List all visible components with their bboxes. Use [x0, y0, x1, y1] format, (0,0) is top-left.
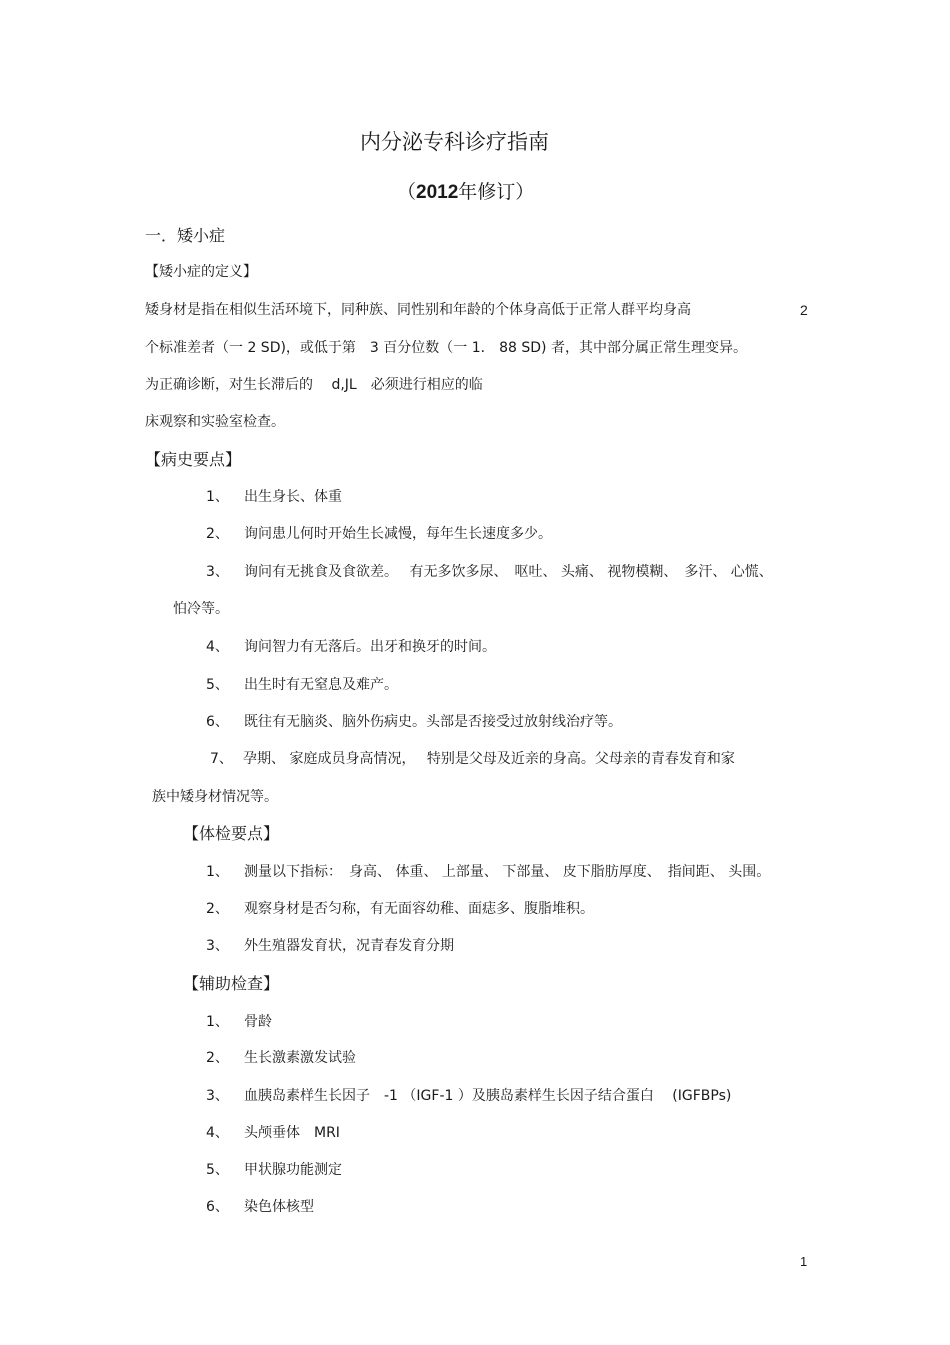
item-text: 询问有无挑食及食欲差。 有无多饮多尿、 呕吐、 头痛、 视物模糊、 多汗、 心慌、 [244, 564, 773, 580]
item-text: 出生身长、体重 [244, 489, 342, 505]
subtitle-open: （ [397, 181, 417, 203]
item-number: 6、 [206, 714, 229, 730]
definition-line-2: 个标准差者（一 2 SD)，或低于第 3 百分位数（一 1． 88 SD) 者，其中部分属正常生理变异。 [145, 340, 747, 356]
definition-line-4: 床观察和实验室检查。 [145, 414, 285, 430]
item-number: 4、 [206, 1125, 229, 1141]
definition-heading: 【矮小症的定义】 [145, 264, 257, 280]
item-text: 测量以下指标： 身高、 体重、 上部量、 下部量、 皮下脂肪厚度、 指间距、 头围。 [244, 864, 771, 880]
item-text: 既往有无脑炎、脑外伤病史。头部是否接受过放射线治疗等。 [244, 714, 622, 730]
item-number: 3、 [206, 564, 229, 580]
item-text: 头颅垂体 MRI [244, 1125, 340, 1141]
history-heading: 【病史要点】 [145, 450, 242, 469]
item-number: 2、 [206, 1050, 229, 1066]
item-number: 3、 [206, 938, 229, 954]
section-heading: 一．矮小症 [145, 226, 226, 245]
item-number: 3、 [206, 1088, 229, 1104]
item-number: 5、 [206, 1162, 229, 1178]
exam-heading: 【体检要点】 [183, 824, 280, 843]
item-text: 出生时有无窒息及难产。 [244, 677, 398, 693]
item-number: 2、 [206, 901, 229, 917]
item-text: 观察身材是否匀称，有无面容幼稚、面痣多、腹脂堆积。 [244, 901, 594, 917]
subtitle-rest: 年修订） [458, 181, 535, 203]
item-number: 1、 [206, 489, 229, 505]
item-text: 怕冷等。 [173, 601, 229, 617]
item-number: 5、 [206, 677, 229, 693]
item-text: 染色体核型 [244, 1199, 314, 1215]
item-text: 生长激素激发试验 [244, 1050, 356, 1066]
item-number: 1、 [206, 1014, 229, 1030]
item-text: 血胰岛素样生长因子 -1 （IGF-1 ）及胰岛素样生长因子结合蛋白 (IGFBPs) [244, 1088, 732, 1104]
item-text: 骨龄 [244, 1014, 272, 1030]
item-number: 6、 [206, 1199, 229, 1215]
item-text: 询问患儿何时开始生长减慢，每年生长速度多少。 [244, 526, 552, 542]
item-text: 外生殖器发育状，况青春发育分期 [244, 938, 454, 954]
item-text: 询问智力有无落后。出牙和换牙的时间。 [244, 639, 496, 655]
page-subtitle [397, 180, 534, 205]
item-text: 孕期、 家庭成员身高情况， 特别是父母及近亲的身高。父母亲的青春发育和家 [243, 751, 735, 767]
page-number: 1 [800, 1254, 808, 1269]
item-text: 族中矮身材情况等。 [152, 789, 278, 805]
item-text: 甲状腺功能测定 [244, 1162, 342, 1178]
definition-line-1: 矮身材是指在相似生活环境下，同种族、同性别和年龄的个体身高低于正常人群平均身高 [145, 302, 691, 318]
page-title: 内分泌专科诊疗指南 [360, 130, 549, 154]
aux-heading: 【辅助检查】 [183, 974, 280, 993]
item-number: 1、 [206, 864, 229, 880]
definition-line-1-tail: 2 [800, 302, 808, 318]
definition-line-3: 为正确诊断，对生长滞后的 d,JL 必须进行相应的临 [145, 377, 483, 393]
item-number: 7、 [210, 751, 233, 767]
subtitle-year: 2012 [416, 182, 459, 203]
item-number: 2、 [206, 526, 229, 542]
item-number: 4、 [206, 639, 229, 655]
